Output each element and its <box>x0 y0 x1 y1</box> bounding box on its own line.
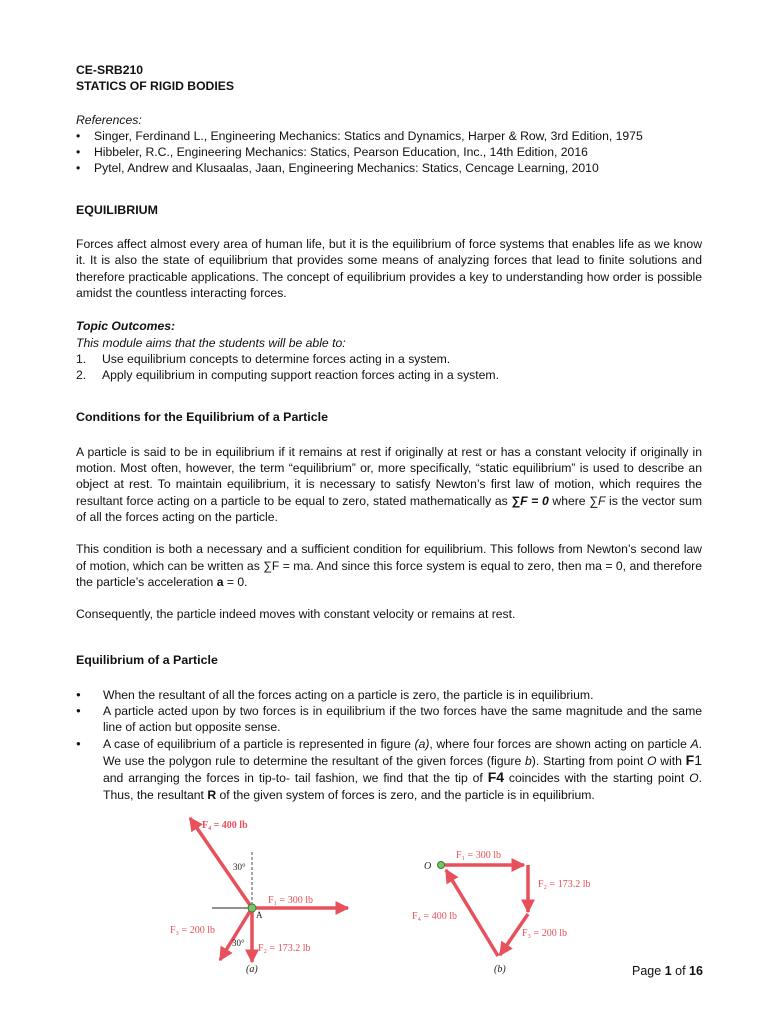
force-subscript: 4 <box>496 769 505 786</box>
outcomes-list <box>76 351 702 384</box>
page-number: 1 <box>664 964 672 978</box>
conditions-paragraph-3: Consequently, the particle indeed moves with constant velocity or remains at rest. <box>76 607 516 622</box>
text-run: . We use the polygon rule to determine the resultant of the given forces (figure <box>103 736 702 768</box>
text-run: with <box>656 753 686 768</box>
origin-point <box>438 862 445 869</box>
label-point-A: A <box>256 910 263 920</box>
outcome-number: 1. <box>76 351 87 366</box>
label-F3: F₃ = 200 lb <box>522 928 567 939</box>
equilibrium-heading: EQUILIBRIUM <box>76 202 158 217</box>
force-symbol: F <box>685 751 695 768</box>
reference-item: • Pytel, Andrew and Klusaalas, Jaan, Engineering Mechanics: Statics, Cencage Learning, 2010 <box>76 160 702 176</box>
page-footer <box>632 964 703 978</box>
particle-point <box>248 904 256 912</box>
figure-b <box>412 850 590 975</box>
caption-b: (b) <box>494 964 506 975</box>
outcome-item <box>76 351 702 367</box>
text-run: = 0. <box>223 574 248 589</box>
figure-a <box>170 818 348 975</box>
label-F1: F₁ = 300 lb <box>268 895 313 906</box>
conditions-heading: Conditions for the Equilibrium of a Particle <box>76 410 328 425</box>
outcomes-subtitle: This module aims that the students will be able to: <box>76 335 346 350</box>
of-word: of <box>675 964 686 978</box>
label-F2: F₂ = 173.2 lb <box>538 879 591 890</box>
equation: ∑F = 0 <box>511 493 549 508</box>
acceleration-symbol: a <box>216 574 224 589</box>
figure-ref: (a) <box>414 736 430 751</box>
force-arrow-F3 <box>220 908 252 960</box>
outcome-item <box>76 367 702 383</box>
point-label: O <box>689 771 699 786</box>
particle-heading: Equilibrium of a Particle <box>76 653 218 668</box>
figure-ref: b <box>525 753 532 768</box>
label-angle-bottom: 30° <box>232 938 245 948</box>
caption-a: (a) <box>246 964 258 975</box>
text-run: is the vector sum of all the forces acting on the particle. <box>76 493 702 524</box>
text-run: where <box>548 493 590 508</box>
text-run: coincides with the starting point <box>504 771 690 786</box>
reference-item: • Singer, Ferdinand L., Engineering Mechanics: Statics and Dynamics, Harper & Row, 3rd Edition, 1975 <box>76 128 702 144</box>
text-run: , where four forces are shown acting on particle <box>429 736 691 751</box>
text-run: of the given system of forces is zero, and the particle is in equilibrium. <box>216 787 595 802</box>
force-symbol: F <box>487 769 497 786</box>
resultant-symbol: R <box>207 787 217 802</box>
conditions-paragraph-2 <box>76 541 702 590</box>
page-word: Page <box>632 964 662 978</box>
particle-bullets <box>76 687 702 803</box>
point-label: A <box>690 736 699 751</box>
page-content <box>76 62 702 803</box>
sigma-symbol: ∑F <box>589 493 606 508</box>
outcome-text: Use equilibrium concepts to determine forces acting in a system. <box>102 351 451 366</box>
text-run: This condition is both a necessary and a sufficient condition for equilibrium. This follows from Newton’s second law of motion, which can be written as ∑F = ma. And since this force system is equal to zero, then ma = 0, and therefore the particle’s acceleration <box>76 542 702 589</box>
text-run: . Thus, the resultant <box>103 771 703 802</box>
force-figures <box>160 812 620 980</box>
course-title: STATICS OF RIGID BODIES <box>76 79 234 94</box>
bullet-item: ● A particle acted upon by two forces is in equilibrium if the two forces have the same magnitude and the same line of action but opposite sense. <box>76 703 702 736</box>
text-run: A particle is said to be in equilibrium if it remains at rest if originally at rest or has a constant velocity if originally in motion. Most often, however, the term “equilibrium” or, more specifically, “static equilibrium” is used to describe an object at rest. To maintain equilibrium, it is necessary to satisfy Newton’s first law of motion, which requires the resultant force acting on a particle to be equal to zero, stated mathematically as <box>76 444 702 508</box>
reference-item: • Hibbeler, R.C., Engineering Mechanics: Statics, Pearson Education, Inc., 14th Edition, 2016 <box>76 144 702 160</box>
course-code: CE-SRB210 <box>76 63 144 77</box>
references-list <box>76 128 702 177</box>
text-run: ). Starting from point <box>531 753 647 768</box>
bullet-item: ● When the resultant of all the forces acting on a particle is zero, the particle is in equilibrium. <box>76 687 702 703</box>
label-F4: F₄ = 400 lb <box>412 911 457 922</box>
outcome-number: 2. <box>76 368 87 383</box>
outcomes-title: Topic Outcomes: <box>76 319 176 334</box>
label-F2: F₂ = 173.2 lb <box>258 943 311 954</box>
references-label: References: <box>76 112 142 127</box>
label-F1: F₁ = 300 lb <box>456 850 501 861</box>
label-F3: F₃ = 200 lb <box>170 925 215 936</box>
outcome-text: Apply equilibrium in computing support reaction forces acting in a system. <box>102 368 499 383</box>
text-run: A case of equilibrium of a particle is represented in figure <box>103 736 415 751</box>
page-total: 16 <box>689 964 703 978</box>
conditions-paragraph-1 <box>76 444 702 525</box>
force-subscript: 1 <box>694 751 702 768</box>
equilibrium-intro: Forces affect almost every area of human life, but it is the equilibrium of force systems that enables life as we know it. It is also the state of equilibrium that provides some means of analyzing forces that lead to finite solutions and therefore practicable applications. The concept of equilibrium provides a key to understanding how order is possible amidst the countless interacting forces. <box>76 237 702 300</box>
point-label: O <box>647 753 657 768</box>
label-F4: F₄ = 400 lb <box>202 820 248 831</box>
text-run: and arranging the forces in tip-to- tail fashion, we find that the tip of <box>103 771 488 786</box>
label-point-O: O <box>424 861 432 872</box>
bullet-item <box>76 736 702 803</box>
label-angle-top: 30° <box>233 862 246 872</box>
